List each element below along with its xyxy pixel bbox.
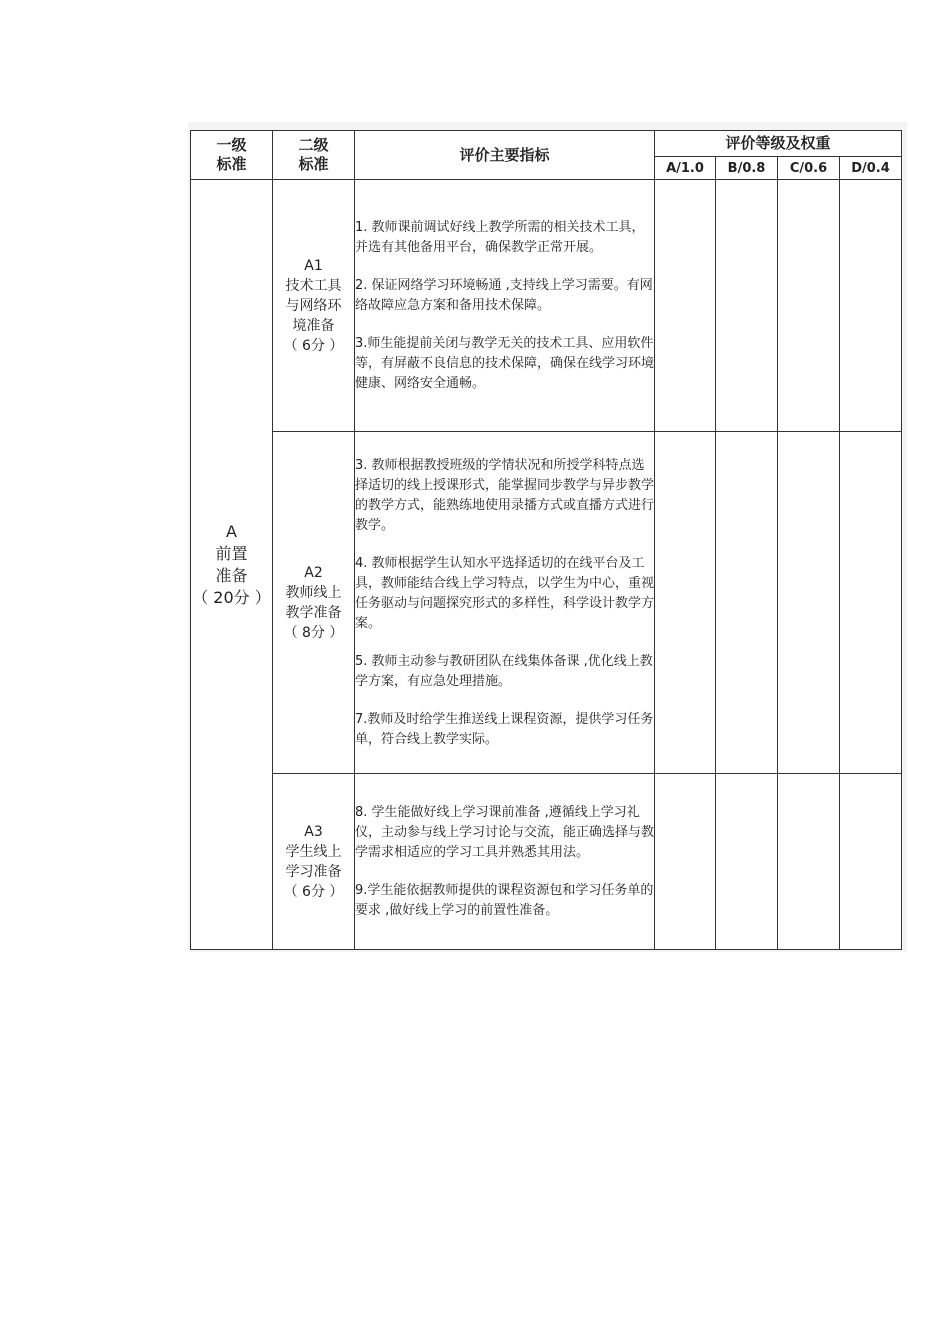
header-indicators: 评价主要指标 <box>355 131 655 180</box>
grade-d-cell[interactable] <box>840 180 902 432</box>
level2-score: （ 6分 ） <box>283 883 344 900</box>
grade-c-header: C/0.6 <box>778 157 840 180</box>
indicator-text: 8. 学生能做好线上学习课前准备 ,遵循线上学习礼仪，主动参与线上学习讨论与交流，能正确选择与教学需求相适应的学习工具并熟悉其用法。 <box>355 804 655 860</box>
indicator-cell-a2 <box>355 432 655 774</box>
level2-cell-a2 <box>273 432 355 774</box>
level2-name-line: 技术工具 <box>285 277 342 294</box>
level2-name-line: 与网络环 <box>285 297 342 314</box>
level2-code: A1 <box>304 257 323 274</box>
level2-code: A2 <box>304 564 323 581</box>
level1-score: （ 20分 ） <box>192 587 271 607</box>
grade-a-cell[interactable] <box>655 774 716 950</box>
indicator-text: 4. 教师根据学生认知水平选择适切的在线平台及工具，教师能结合线上学习特点，以学生为中心，重视任务驱动与问题探究形式的多样性，科学设计教学方案。 <box>355 555 655 631</box>
grade-a-header: A/1.0 <box>655 157 716 180</box>
indicator-text: 1. 教师课前调试好线上教学所需的相关技术工具，并选有其他备用平台，确保教学正常开展。 <box>355 219 645 255</box>
header-level2 <box>273 131 355 180</box>
grade-b-cell[interactable] <box>716 180 778 432</box>
level2-cell-a3 <box>273 774 355 950</box>
grade-c-cell[interactable] <box>778 774 840 950</box>
header-level1 <box>191 131 273 180</box>
grade-b-cell[interactable] <box>716 774 778 950</box>
header-level1-line1: 一级 <box>216 136 247 154</box>
level1-name-line2: 准备 <box>215 565 248 585</box>
grade-c-cell[interactable] <box>778 180 840 432</box>
header-level2-line1: 二级 <box>298 136 329 154</box>
indicator-cell-a3 <box>355 774 655 950</box>
level2-name-line: 教学准备 <box>285 604 342 621</box>
grade-d-header: D/0.4 <box>840 157 902 180</box>
evaluation-table <box>190 130 902 950</box>
table-row-a2 <box>191 432 902 774</box>
indicator-text: 2. 保证网络学习环境畅通 ,支持线上学习需要。有网络故障应急方案和备用技术保障。 <box>355 277 653 313</box>
level2-name-line: 学习准备 <box>285 863 342 880</box>
grade-c-cell[interactable] <box>778 432 840 774</box>
header-grades-title: 评价等级及权重 <box>655 131 902 157</box>
level1-name-line1: 前置 <box>215 543 248 563</box>
level2-name-line: 学生线上 <box>285 843 342 860</box>
level2-score: （ 6分 ） <box>283 337 344 354</box>
level1-code: A <box>226 521 237 541</box>
level1-cell <box>191 180 273 950</box>
grade-a-cell[interactable] <box>655 180 716 432</box>
level2-name-line: 教师线上 <box>285 584 342 601</box>
grade-b-header: B/0.8 <box>716 157 778 180</box>
level2-name-line: 境准备 <box>292 317 335 334</box>
level2-score: （ 8分 ） <box>283 624 344 641</box>
table-row-a1 <box>191 180 902 432</box>
indicator-text: 9.学生能依据教师提供的课程资源包和学习任务单的要求 ,做好线上学习的前置性准备。 <box>355 882 654 918</box>
grade-d-cell[interactable] <box>840 774 902 950</box>
table-row-a3 <box>191 774 902 950</box>
indicator-text: 3. 教师根据教授班级的学情状况和所授学科特点选择适切的线上授课形式，能掌握同步教学与异步教学的教学方式，能熟练地使用录播方式或直播方式进行教学。 <box>355 457 655 533</box>
level2-cell-a1 <box>273 180 355 432</box>
grade-d-cell[interactable] <box>840 432 902 774</box>
grade-a-cell[interactable] <box>655 432 716 774</box>
indicator-cell-a1 <box>355 180 655 432</box>
header-level2-line2: 标准 <box>298 155 329 173</box>
indicator-text: 5. 教师主动参与教研团队在线集体备课 ,优化线上教学方案，有应急处理措施。 <box>355 653 653 689</box>
indicator-text: 7.教师及时给学生推送线上课程资源，提供学习任务单，符合线上教学实际。 <box>355 711 654 747</box>
level2-code: A3 <box>304 823 323 840</box>
grade-b-cell[interactable] <box>716 432 778 774</box>
header-level1-line2: 标准 <box>216 155 247 173</box>
indicator-text: 3.师生能提前关闭与教学无关的技术工具、应用软件等，有屏蔽不良信息的技术保障，确保在线学习环境健康、网络安全通畅。 <box>355 335 655 391</box>
